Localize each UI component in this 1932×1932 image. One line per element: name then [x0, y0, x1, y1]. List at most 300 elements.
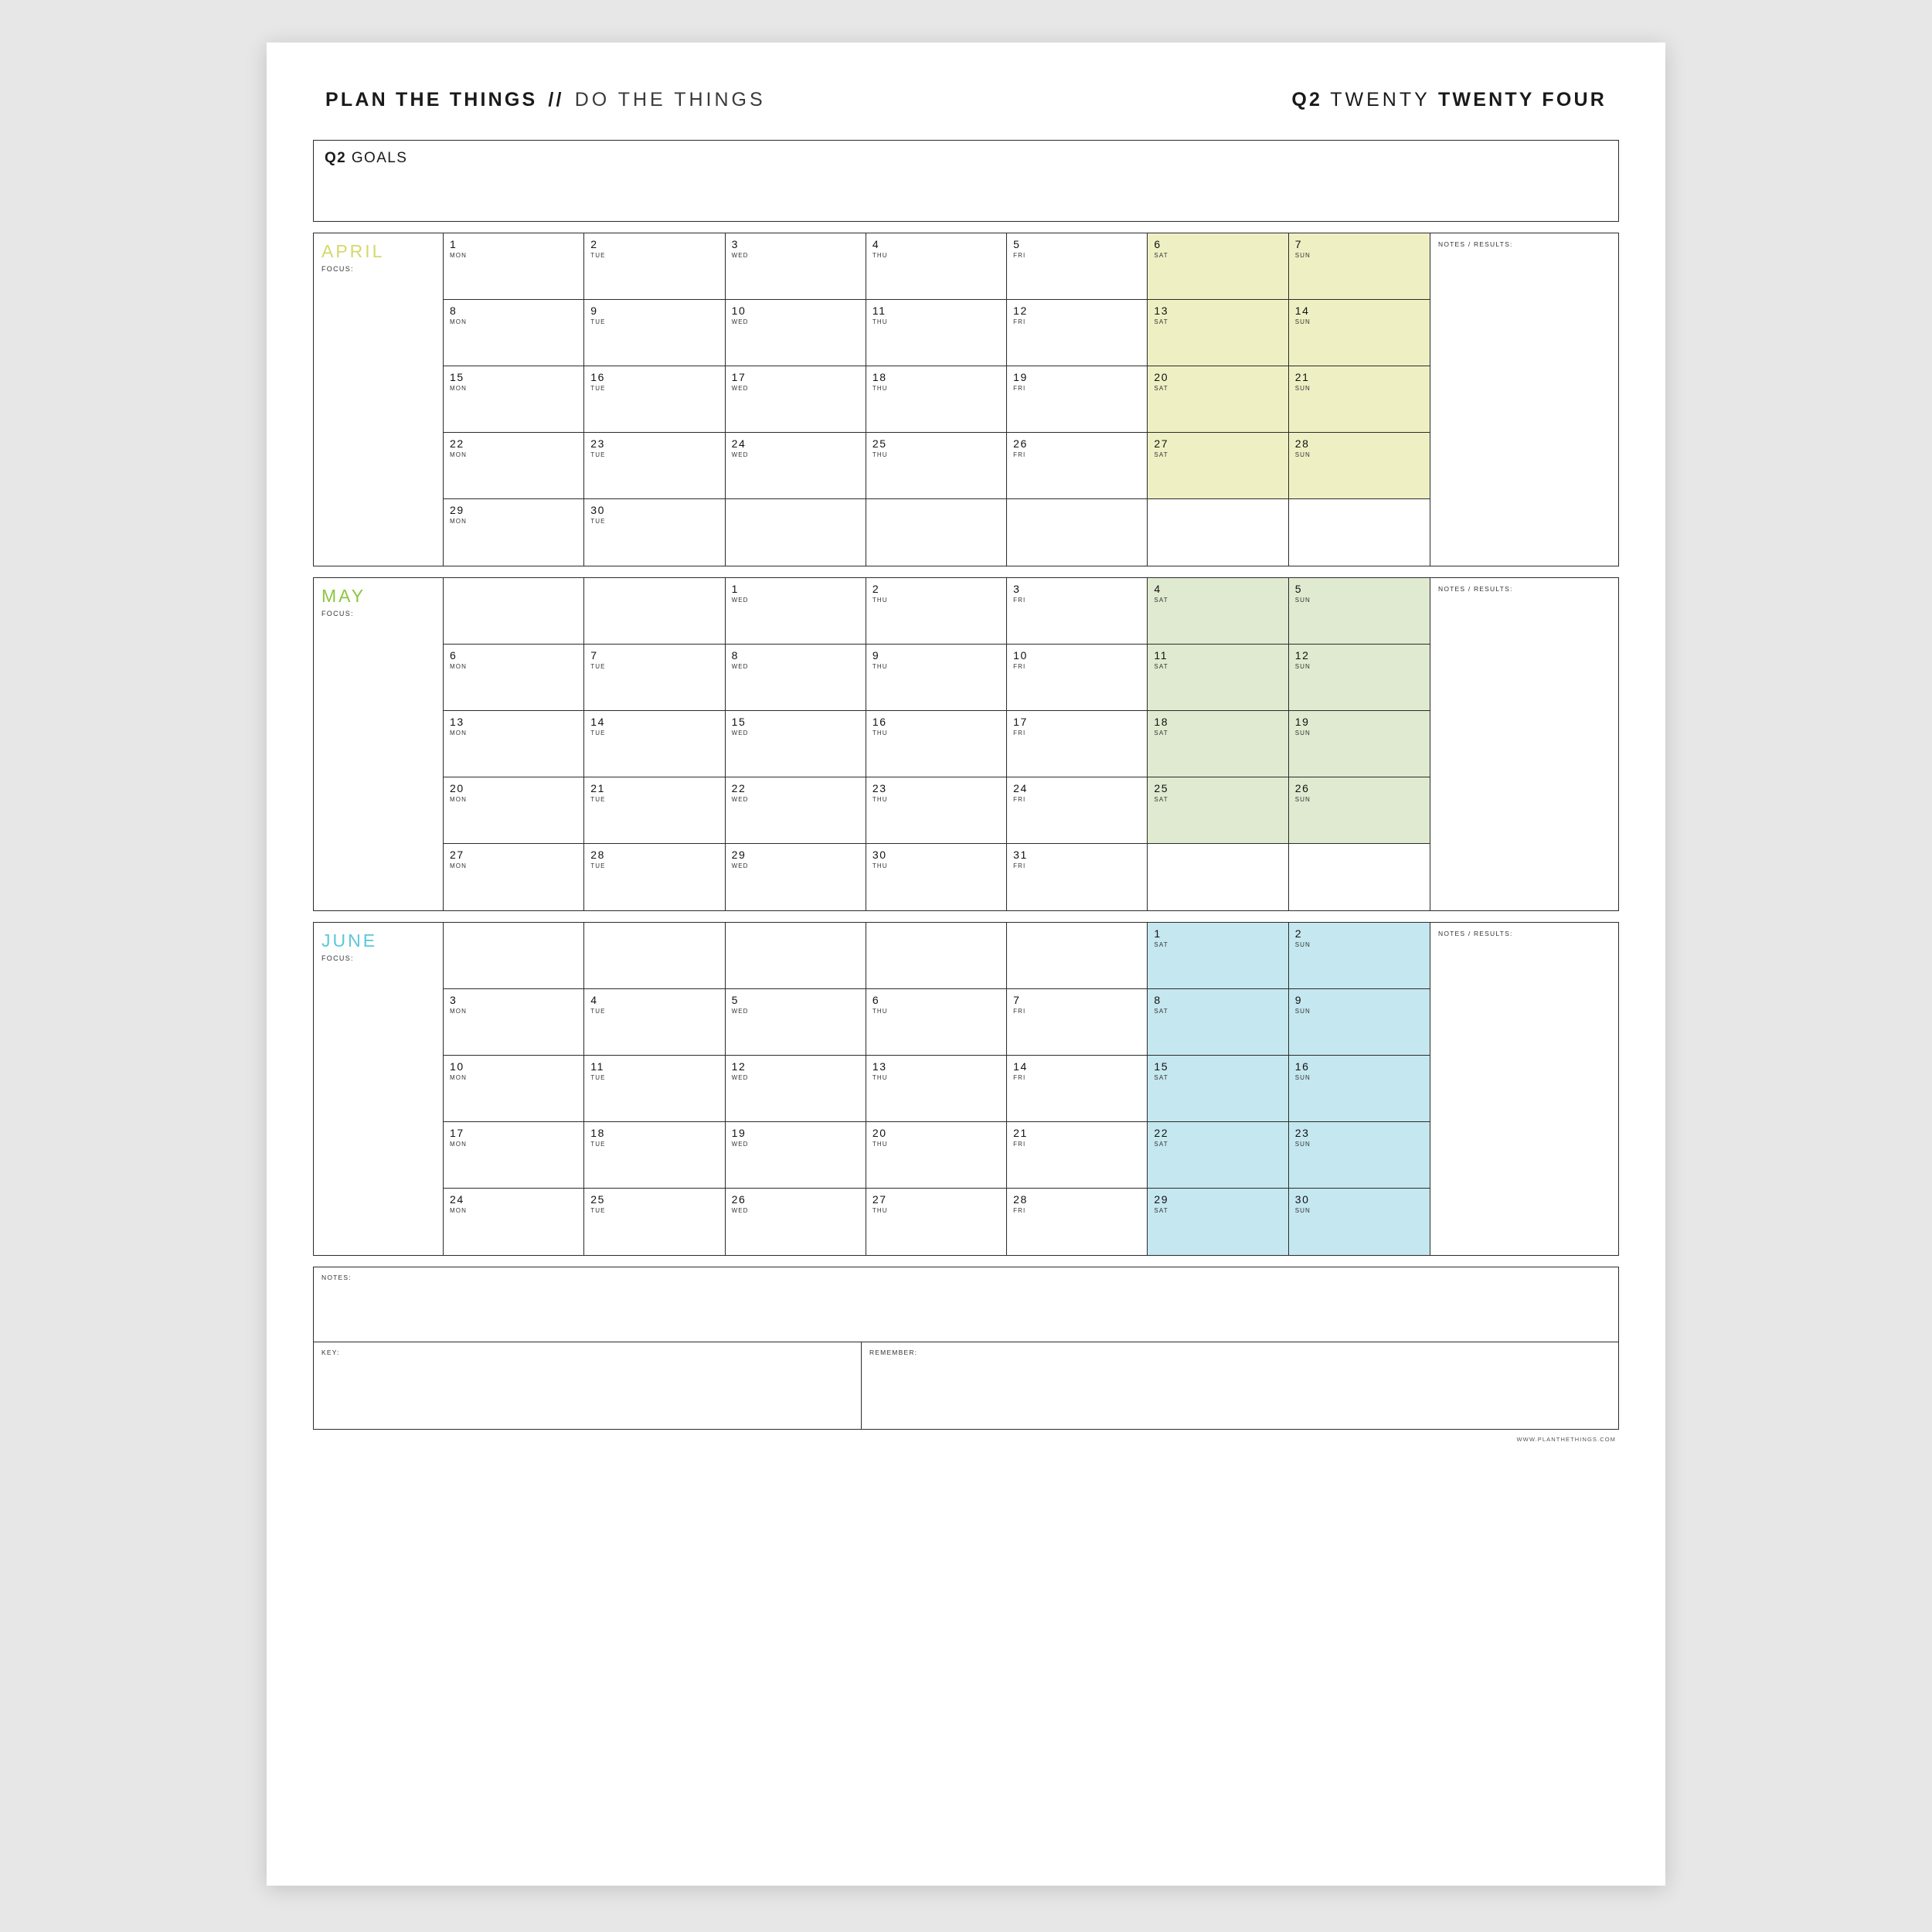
day-cell-empty[interactable]: [866, 499, 1007, 566]
day-cell[interactable]: [444, 1189, 584, 1255]
day-cell[interactable]: [726, 711, 866, 777]
day-name: TUE: [590, 252, 606, 260]
header-year-second: TWENTY FOUR: [1437, 89, 1607, 111]
header-title-separator: //: [548, 89, 564, 111]
day-name: SAT: [1154, 730, 1168, 737]
day-number: 16: [1294, 1060, 1310, 1073]
day-cell[interactable]: [866, 645, 1007, 711]
day-cell[interactable]: [726, 989, 866, 1056]
notes-results-label: NOTES / RESULTS:: [1438, 585, 1513, 593]
day-number: 22: [450, 437, 464, 450]
day-number: 21: [1013, 1127, 1028, 1139]
day-cell-empty[interactable]: [1007, 923, 1148, 989]
day-number: 26: [1294, 782, 1310, 794]
day-number: 7: [1294, 238, 1303, 250]
day-cell-empty[interactable]: [1148, 844, 1288, 910]
quarter-goals-label-bold: Q2: [325, 150, 347, 166]
day-cell[interactable]: [584, 1056, 725, 1122]
day-cell[interactable]: [726, 1056, 866, 1122]
day-cell[interactable]: [1148, 366, 1288, 433]
day-cell[interactable]: [1289, 1056, 1430, 1122]
day-number: 2: [1294, 927, 1303, 940]
focus-label: FOCUS:: [321, 954, 354, 962]
day-name: TUE: [590, 518, 606, 526]
day-number: 4: [872, 238, 880, 250]
day-name: THU: [872, 796, 888, 804]
day-number: 29: [450, 504, 464, 516]
day-cell[interactable]: [1148, 1122, 1288, 1189]
day-name: MON: [450, 1008, 467, 1015]
month-focus-april[interactable]: [314, 233, 444, 566]
day-cell[interactable]: [1007, 1189, 1148, 1255]
day-number: 30: [872, 849, 887, 861]
key-label: KEY:: [321, 1349, 340, 1356]
day-name: TUE: [590, 862, 606, 870]
day-number: 1: [731, 583, 739, 595]
day-cell-empty[interactable]: [726, 499, 866, 566]
day-name: SUN: [1294, 941, 1311, 949]
day-name: SUN: [1294, 318, 1311, 326]
day-cell-empty[interactable]: [1289, 844, 1430, 910]
header-title: [325, 89, 766, 111]
day-name: FRI: [1013, 1207, 1026, 1215]
day-number: 27: [450, 849, 464, 861]
month-grid: [444, 923, 1430, 1255]
day-number: 11: [872, 304, 886, 317]
day-cell[interactable]: [726, 300, 866, 366]
day-cell[interactable]: [726, 366, 866, 433]
day-cell[interactable]: [1007, 433, 1148, 499]
day-name: SUN: [1294, 663, 1311, 671]
day-number: 25: [1154, 782, 1169, 794]
day-name: THU: [872, 730, 888, 737]
day-number: 21: [1294, 371, 1310, 383]
day-cell[interactable]: [1289, 366, 1430, 433]
focus-label: FOCUS:: [321, 610, 354, 617]
day-number: 20: [872, 1127, 887, 1139]
day-name: THU: [872, 1074, 888, 1082]
day-number: 3: [450, 994, 457, 1006]
day-cell[interactable]: [1289, 989, 1430, 1056]
day-cell-empty[interactable]: [584, 578, 725, 645]
day-cell[interactable]: [444, 366, 584, 433]
day-number: 8: [1154, 994, 1162, 1006]
day-number: 11: [1154, 649, 1168, 662]
day-number: 17: [450, 1127, 464, 1139]
day-cell[interactable]: [866, 711, 1007, 777]
day-cell[interactable]: [584, 499, 725, 566]
day-number: 18: [1154, 716, 1169, 728]
day-name: THU: [872, 862, 888, 870]
day-number: 14: [1013, 1060, 1028, 1073]
day-number: 12: [731, 1060, 747, 1073]
day-name: TUE: [590, 1141, 606, 1148]
day-number: 1: [1154, 927, 1162, 940]
day-cell[interactable]: [584, 989, 725, 1056]
day-number: 12: [1013, 304, 1028, 317]
key-box[interactable]: [314, 1342, 862, 1429]
day-name: WED: [731, 1008, 749, 1015]
day-number: 14: [590, 716, 606, 728]
day-cell[interactable]: [444, 711, 584, 777]
day-name: SUN: [1294, 451, 1311, 459]
day-cell-empty[interactable]: [584, 923, 725, 989]
day-number: 30: [590, 504, 606, 516]
day-cell[interactable]: [726, 1189, 866, 1255]
day-cell[interactable]: [584, 844, 725, 910]
header-title-bold: PLAN THE THINGS: [325, 89, 538, 111]
notes-results-label: NOTES / RESULTS:: [1438, 930, 1513, 937]
day-cell[interactable]: [866, 433, 1007, 499]
footer-url: WWW.PLANTHETHINGS.COM: [1516, 1436, 1616, 1443]
day-name: MON: [450, 663, 467, 671]
day-cell[interactable]: [444, 989, 584, 1056]
day-name: SAT: [1154, 941, 1168, 949]
day-name: FRI: [1013, 318, 1026, 326]
day-cell[interactable]: [1289, 1189, 1430, 1255]
day-name: WED: [731, 597, 749, 604]
day-number: 2: [590, 238, 598, 250]
day-cell[interactable]: [444, 1122, 584, 1189]
day-number: 19: [731, 1127, 747, 1139]
day-cell[interactable]: [444, 777, 584, 844]
day-number: 23: [872, 782, 887, 794]
day-number: 18: [590, 1127, 606, 1139]
day-number: 17: [731, 371, 747, 383]
month-notes-results[interactable]: [1430, 578, 1618, 910]
day-number: 29: [731, 849, 747, 861]
month-block-may: [313, 577, 1619, 911]
day-name: WED: [731, 385, 749, 393]
day-number: 9: [1294, 994, 1303, 1006]
day-number: 19: [1294, 716, 1310, 728]
day-cell[interactable]: [866, 366, 1007, 433]
day-cell[interactable]: [584, 300, 725, 366]
day-number: 13: [1154, 304, 1169, 317]
day-number: 5: [1013, 238, 1021, 250]
day-name: TUE: [590, 1074, 606, 1082]
day-cell[interactable]: [584, 711, 725, 777]
day-cell[interactable]: [866, 989, 1007, 1056]
day-name: THU: [872, 451, 888, 459]
day-cell[interactable]: [1007, 645, 1148, 711]
day-cell[interactable]: [1289, 923, 1430, 989]
day-cell[interactable]: [726, 1122, 866, 1189]
day-name: FRI: [1013, 796, 1026, 804]
day-number: 28: [1294, 437, 1310, 450]
day-cell[interactable]: [1289, 711, 1430, 777]
day-name: MON: [450, 1141, 467, 1148]
day-cell[interactable]: [726, 433, 866, 499]
day-name: WED: [731, 1074, 749, 1082]
day-cell[interactable]: [726, 777, 866, 844]
day-number: 29: [1154, 1193, 1169, 1206]
day-cell-empty[interactable]: [1289, 499, 1430, 566]
day-name: MON: [450, 451, 467, 459]
day-number: 6: [872, 994, 880, 1006]
day-cell[interactable]: [1007, 1122, 1148, 1189]
day-number: 6: [1154, 238, 1162, 250]
day-cell[interactable]: [1289, 578, 1430, 645]
day-number: 15: [1154, 1060, 1169, 1073]
month-notes-results[interactable]: [1430, 233, 1618, 566]
day-name: TUE: [590, 796, 606, 804]
month-notes-results[interactable]: [1430, 923, 1618, 1255]
day-cell[interactable]: [584, 777, 725, 844]
day-cell[interactable]: [584, 233, 725, 300]
day-number: 2: [872, 583, 880, 595]
day-number: 26: [1013, 437, 1028, 450]
day-name: WED: [731, 663, 749, 671]
day-cell[interactable]: [1148, 1056, 1288, 1122]
day-name: FRI: [1013, 663, 1026, 671]
day-name: FRI: [1013, 597, 1026, 604]
day-cell-empty[interactable]: [444, 923, 584, 989]
day-number: 7: [590, 649, 598, 662]
day-name: WED: [731, 730, 749, 737]
day-name: WED: [731, 796, 749, 804]
day-cell[interactable]: [444, 300, 584, 366]
day-cell[interactable]: [1007, 989, 1148, 1056]
day-number: 30: [1294, 1193, 1310, 1206]
day-number: 24: [731, 437, 747, 450]
day-name: MON: [450, 862, 467, 870]
day-number: 10: [731, 304, 747, 317]
month-focus-june[interactable]: [314, 923, 444, 1255]
day-cell[interactable]: [584, 1122, 725, 1189]
day-cell[interactable]: [1148, 777, 1288, 844]
day-cell[interactable]: [1007, 578, 1148, 645]
day-cell[interactable]: [1148, 233, 1288, 300]
day-number: 13: [450, 716, 464, 728]
day-name: MON: [450, 252, 467, 260]
day-cell[interactable]: [726, 844, 866, 910]
day-name: FRI: [1013, 385, 1026, 393]
day-number: 5: [731, 994, 739, 1006]
day-number: 22: [1154, 1127, 1169, 1139]
day-cell[interactable]: [584, 1189, 725, 1255]
day-number: 22: [731, 782, 747, 794]
day-cell-empty[interactable]: [726, 923, 866, 989]
day-name: SUN: [1294, 252, 1311, 260]
day-cell[interactable]: [444, 233, 584, 300]
day-name: SAT: [1154, 1141, 1168, 1148]
day-number: 20: [450, 782, 464, 794]
day-cell[interactable]: [866, 1189, 1007, 1255]
day-number: 11: [590, 1060, 605, 1073]
day-cell[interactable]: [1289, 645, 1430, 711]
day-name: SAT: [1154, 385, 1168, 393]
day-name: SUN: [1294, 1074, 1311, 1082]
day-cell[interactable]: [1007, 711, 1148, 777]
day-cell[interactable]: [584, 366, 725, 433]
day-cell[interactable]: [1289, 300, 1430, 366]
day-cell[interactable]: [866, 1056, 1007, 1122]
day-number: 1: [450, 238, 457, 250]
day-name: SAT: [1154, 663, 1168, 671]
day-number: 6: [450, 649, 457, 662]
day-cell-empty[interactable]: [866, 923, 1007, 989]
day-number: 13: [872, 1060, 887, 1073]
day-cell[interactable]: [1148, 578, 1288, 645]
day-cell-empty[interactable]: [1007, 499, 1148, 566]
day-cell[interactable]: [584, 433, 725, 499]
day-name: MON: [450, 385, 467, 393]
day-name: SAT: [1154, 597, 1168, 604]
day-name: SUN: [1294, 597, 1311, 604]
day-name: SUN: [1294, 385, 1311, 393]
month-grid: [444, 233, 1430, 566]
day-cell[interactable]: [726, 233, 866, 300]
day-name: SAT: [1154, 451, 1168, 459]
day-number: 12: [1294, 649, 1310, 662]
day-name: FRI: [1013, 252, 1026, 260]
day-name: FRI: [1013, 862, 1026, 870]
header-quarter-label: Q2: [1291, 89, 1323, 111]
header-title-light: DO THE THINGS: [574, 89, 766, 111]
day-cell[interactable]: [1148, 1189, 1288, 1255]
day-name: MON: [450, 1207, 467, 1215]
day-cell[interactable]: [726, 578, 866, 645]
day-name: SAT: [1154, 318, 1168, 326]
header-quarter: [1291, 89, 1607, 111]
notes-box[interactable]: [313, 1267, 1619, 1342]
day-cell[interactable]: [1289, 777, 1430, 844]
day-number: 5: [1294, 583, 1303, 595]
day-number: 9: [590, 304, 598, 317]
day-cell[interactable]: [866, 1122, 1007, 1189]
day-name: TUE: [590, 1207, 606, 1215]
day-name: SAT: [1154, 1074, 1168, 1082]
day-number: 25: [872, 437, 887, 450]
day-number: 7: [1013, 994, 1021, 1006]
day-cell[interactable]: [1148, 645, 1288, 711]
day-name: THU: [872, 597, 888, 604]
day-name: TUE: [590, 385, 606, 393]
remember-label: REMEMBER:: [869, 1349, 918, 1356]
day-number: 27: [872, 1193, 887, 1206]
day-name: FRI: [1013, 730, 1026, 737]
day-cell[interactable]: [444, 844, 584, 910]
day-number: 21: [590, 782, 606, 794]
day-name: WED: [731, 862, 749, 870]
day-cell[interactable]: [1148, 433, 1288, 499]
day-name: TUE: [590, 663, 606, 671]
month-name: JUNE: [321, 930, 378, 951]
day-cell-empty[interactable]: [444, 578, 584, 645]
day-cell[interactable]: [1148, 300, 1288, 366]
day-name: SAT: [1154, 1207, 1168, 1215]
day-number: 24: [450, 1193, 464, 1206]
day-name: THU: [872, 1008, 888, 1015]
day-number: 19: [1013, 371, 1028, 383]
page-header: [313, 89, 1619, 135]
day-cell[interactable]: [866, 777, 1007, 844]
day-name: SAT: [1154, 252, 1168, 260]
day-cell[interactable]: [1289, 233, 1430, 300]
day-name: WED: [731, 252, 749, 260]
month-block-june: [313, 922, 1619, 1256]
day-name: SUN: [1294, 1141, 1311, 1148]
focus-label: FOCUS:: [321, 265, 354, 273]
day-name: TUE: [590, 730, 606, 737]
day-name: WED: [731, 1207, 749, 1215]
day-cell[interactable]: [1007, 366, 1148, 433]
day-name: WED: [731, 1141, 749, 1148]
day-cell[interactable]: [866, 300, 1007, 366]
day-cell[interactable]: [1007, 233, 1148, 300]
day-name: SUN: [1294, 796, 1311, 804]
day-number: 15: [450, 371, 464, 383]
day-cell[interactable]: [1289, 433, 1430, 499]
day-name: MON: [450, 796, 467, 804]
day-name: WED: [731, 451, 749, 459]
day-cell[interactable]: [444, 1056, 584, 1122]
day-name: FRI: [1013, 1074, 1026, 1082]
day-cell[interactable]: [1289, 1122, 1430, 1189]
day-number: 3: [1013, 583, 1021, 595]
day-name: SUN: [1294, 1207, 1311, 1215]
day-cell[interactable]: [726, 645, 866, 711]
day-name: THU: [872, 385, 888, 393]
day-cell[interactable]: [866, 844, 1007, 910]
remember-box[interactable]: [862, 1342, 1618, 1429]
day-cell[interactable]: [1007, 1056, 1148, 1122]
day-number: 28: [1013, 1193, 1028, 1206]
day-name: SAT: [1154, 796, 1168, 804]
day-cell[interactable]: [1148, 989, 1288, 1056]
day-number: 4: [590, 994, 598, 1006]
day-name: TUE: [590, 1008, 606, 1015]
planner-page: [267, 43, 1665, 1886]
planner-content: [313, 89, 1619, 1855]
day-name: THU: [872, 318, 888, 326]
day-cell[interactable]: [1148, 711, 1288, 777]
day-cell[interactable]: [1007, 777, 1148, 844]
day-number: 28: [590, 849, 606, 861]
day-cell[interactable]: [584, 645, 725, 711]
day-cell[interactable]: [1007, 300, 1148, 366]
day-number: 18: [872, 371, 887, 383]
day-number: 23: [590, 437, 606, 450]
day-name: FRI: [1013, 1141, 1026, 1148]
month-grid: [444, 578, 1430, 910]
day-name: WED: [731, 318, 749, 326]
day-cell[interactable]: [1007, 844, 1148, 910]
month-name: APRIL: [321, 241, 385, 261]
day-name: THU: [872, 1141, 888, 1148]
day-cell[interactable]: [866, 233, 1007, 300]
day-number: 3: [731, 238, 739, 250]
day-cell[interactable]: [444, 645, 584, 711]
months-container: [313, 233, 1619, 1256]
day-cell[interactable]: [866, 578, 1007, 645]
day-cell[interactable]: [1148, 923, 1288, 989]
day-cell[interactable]: [444, 433, 584, 499]
day-cell[interactable]: [444, 499, 584, 566]
quarter-goals-label-rest: GOALS: [346, 150, 408, 166]
quarter-goals-label: [325, 150, 407, 167]
day-name: MON: [450, 1074, 467, 1082]
day-number: 10: [450, 1060, 464, 1073]
day-number: 10: [1013, 649, 1028, 662]
day-number: 8: [450, 304, 457, 317]
quarter-goals-box[interactable]: [313, 140, 1619, 222]
day-number: 8: [731, 649, 739, 662]
day-number: 15: [731, 716, 747, 728]
month-focus-may[interactable]: [314, 578, 444, 910]
day-cell-empty[interactable]: [1148, 499, 1288, 566]
